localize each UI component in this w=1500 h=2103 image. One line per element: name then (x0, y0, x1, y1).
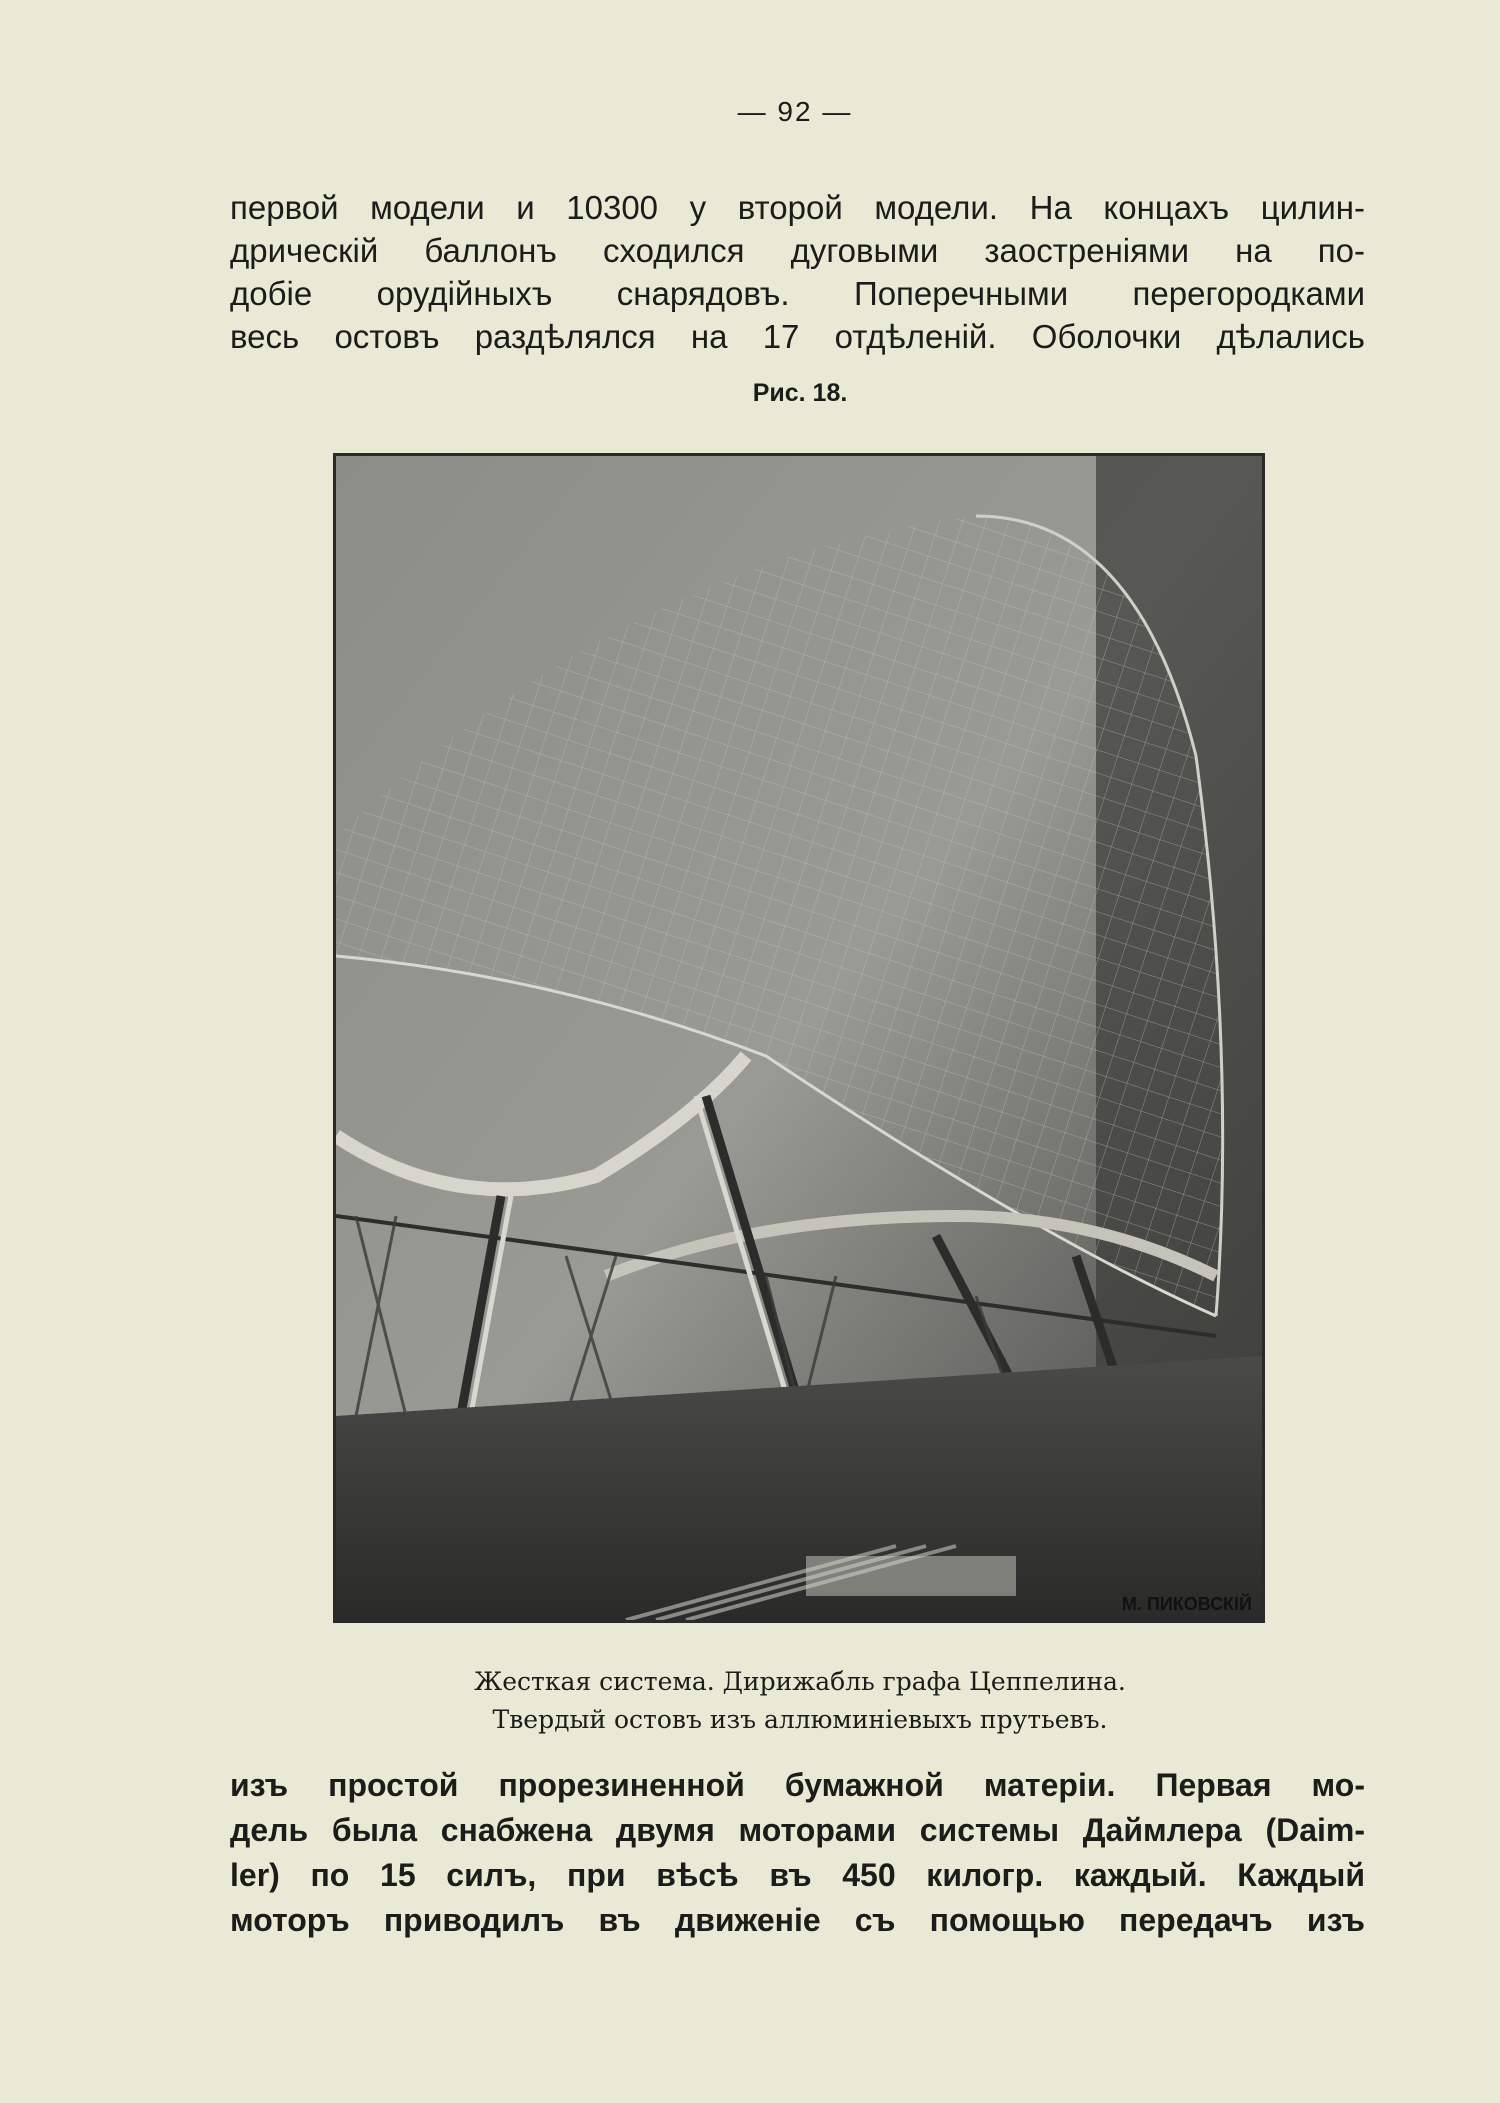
figure-caption-line-2: Твердый остовъ изъ аллюминіевыхъ прутьевъ. (492, 1705, 1108, 1734)
page-number: — 92 — (737, 96, 853, 127)
figure-photo (333, 453, 1265, 1623)
text-line: первой модели и 10300 у второй модели. На концахъ цилин- (230, 189, 1365, 226)
text-line: ler) по 15 силъ, при вѣсѣ въ 450 килогр. каждый. Каждый (230, 1857, 1365, 1893)
text-line: дель была снабжена двумя моторами системы Даймлера (Daim- (230, 1812, 1365, 1848)
figure-caption-line-1: Жесткая система. Дирижабль графа Цеппелина. (474, 1667, 1126, 1696)
text-line: дрическій баллонъ сходился дуговыми заостреніями на по- (230, 232, 1365, 269)
text-line: весь остовъ раздѣлялся на 17 отдѣленій. Оболочки дѣлались (230, 318, 1365, 355)
photo-signature: М. ПИКОВСКІЙ (1121, 1594, 1252, 1614)
text-line: добіе орудійныхъ снарядовъ. Поперечными перегородками (230, 275, 1365, 312)
top-paragraph (230, 186, 1365, 358)
text-line: моторъ приводилъ въ движеніе съ помощью передачъ изъ (230, 1902, 1365, 1938)
figure-label: Рис. 18. (752, 379, 848, 407)
bottom-paragraph (230, 1763, 1365, 1943)
text-line: изъ простой прорезиненной бумажной матеріи. Первая мо- (230, 1767, 1365, 1803)
